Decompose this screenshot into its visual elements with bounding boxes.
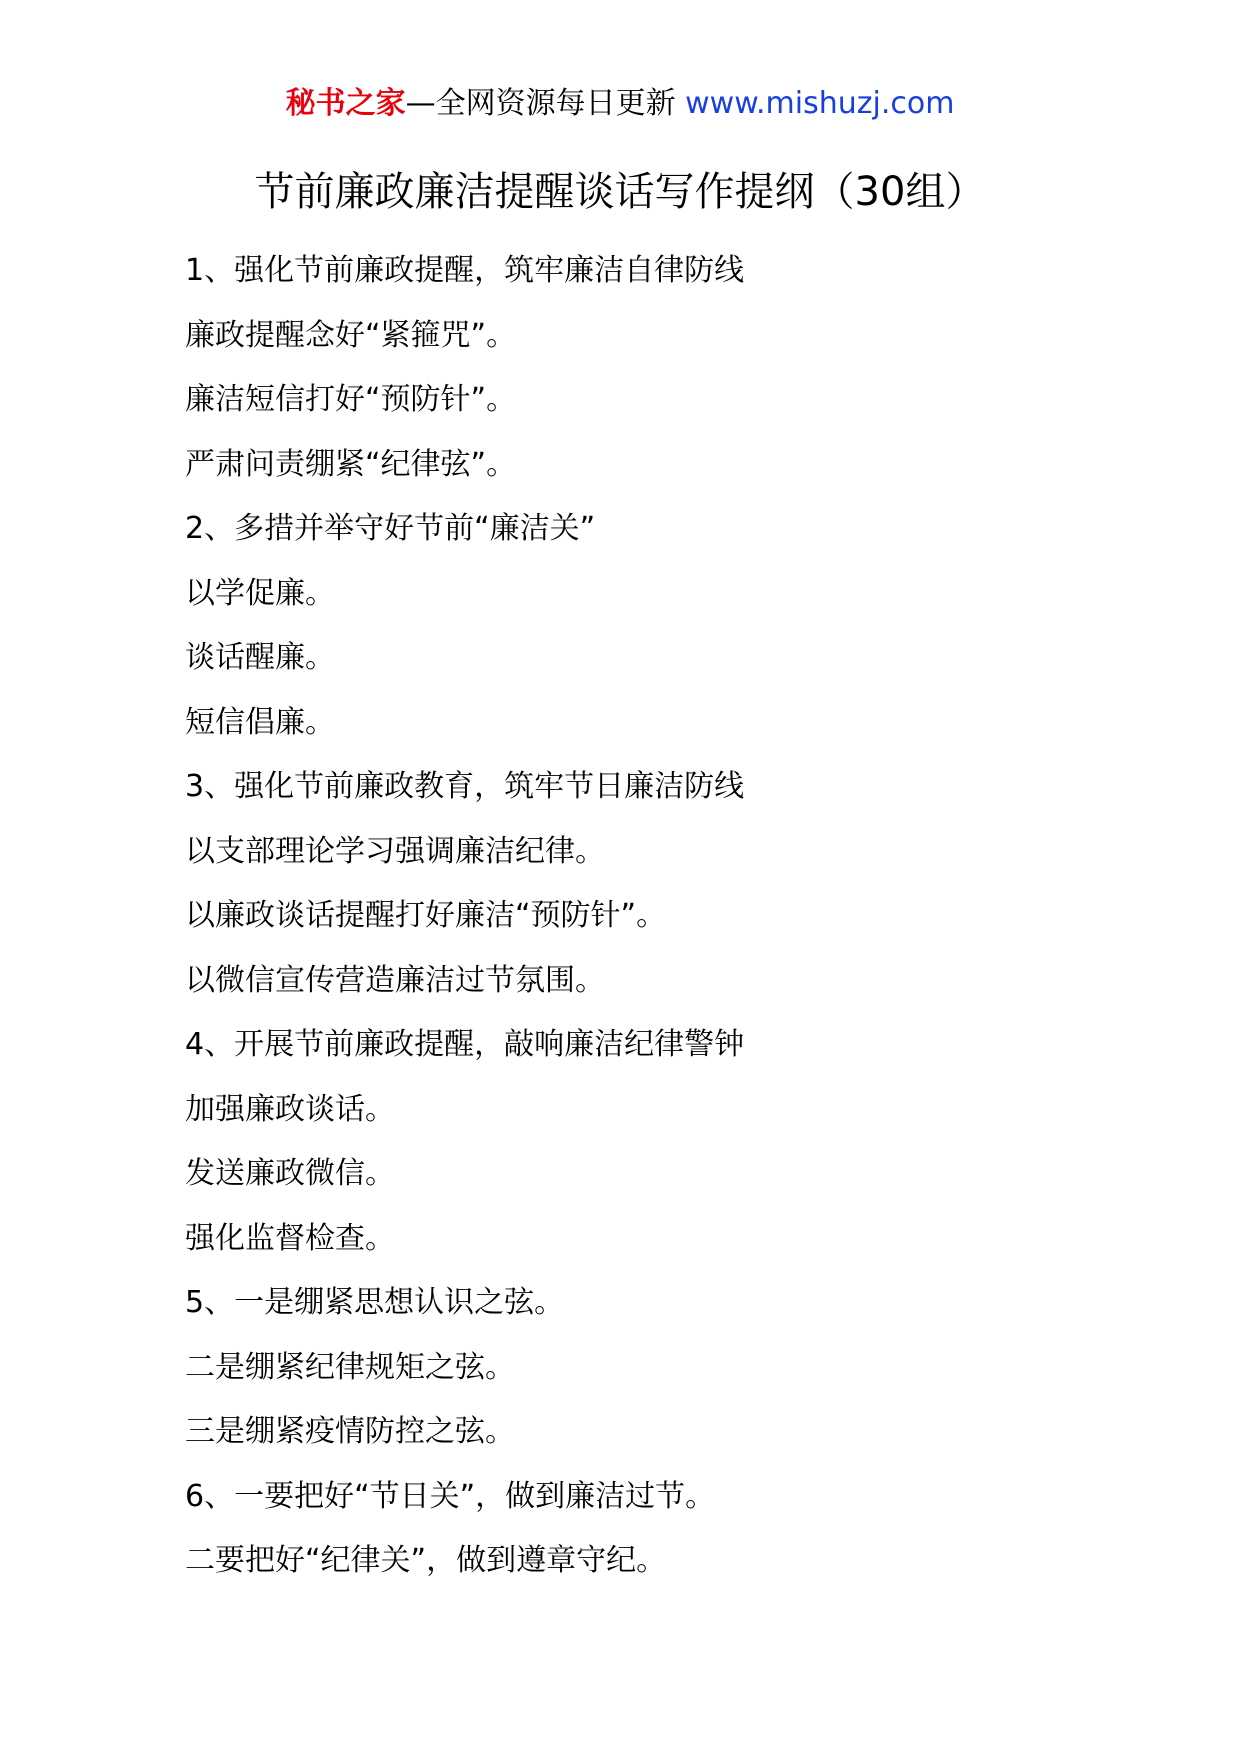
outline-item: 以支部理论学习强调廉洁纪律。: [185, 833, 605, 869]
site-url-link[interactable]: www.mishuzj.com: [685, 86, 955, 121]
outline-heading: 5、一是绷紧思想认识之弦。: [185, 1285, 565, 1320]
outline-item: 以廉政谈话提醒打好廉洁“预防针”。: [185, 898, 667, 933]
outline-heading: 6、一要把好“节日关”，做到廉洁过节。: [185, 1478, 716, 1514]
document-body: [185, 247, 1185, 1602]
outline-heading: 3、强化节前廉政教育，筑牢节日廉洁防线: [185, 769, 745, 804]
outline-item: 强化监督检查。: [185, 1220, 395, 1256]
outline-item: 三是绷紧疫情防控之弦。: [185, 1414, 515, 1449]
site-header: [0, 84, 1240, 124]
outline-item: 严肃问责绷紧“纪律弦”。: [185, 446, 517, 482]
outline-heading: 1、强化节前廉政提醒，筑牢廉洁自律防线: [185, 253, 745, 288]
outline-heading: 4、开展节前廉政提醒，敲响廉洁纪律警钟: [185, 1027, 745, 1062]
outline-item: 谈话醒廉。: [185, 640, 335, 675]
document-title: 节前廉政廉洁提醒谈话写作提纲（30组）: [254, 169, 986, 215]
outline-item: 二要把好“纪律关”，做到遵章守纪。: [185, 1543, 667, 1578]
outline-item: 廉洁短信打好“预防针”。: [185, 382, 517, 417]
outline-item: 以微信宣传营造廉洁过节氛围。: [185, 962, 605, 998]
outline-item: 二是绷紧纪律规矩之弦。: [185, 1349, 515, 1385]
outline-item: 发送廉政微信。: [185, 1156, 395, 1191]
outline-item: 短信倡廉。: [185, 704, 335, 740]
outline-item: 廉政提醒念好“紧箍咒”。: [185, 317, 517, 353]
outline-item: 加强廉政谈话。: [185, 1091, 395, 1127]
outline-item: 以学促廉。: [185, 575, 335, 611]
header-tagline: —全网资源每日更新: [405, 86, 686, 121]
brand-name: 秘书之家: [285, 86, 406, 121]
outline-heading: 2、多措并举守好节前“廉洁关”: [185, 511, 596, 546]
